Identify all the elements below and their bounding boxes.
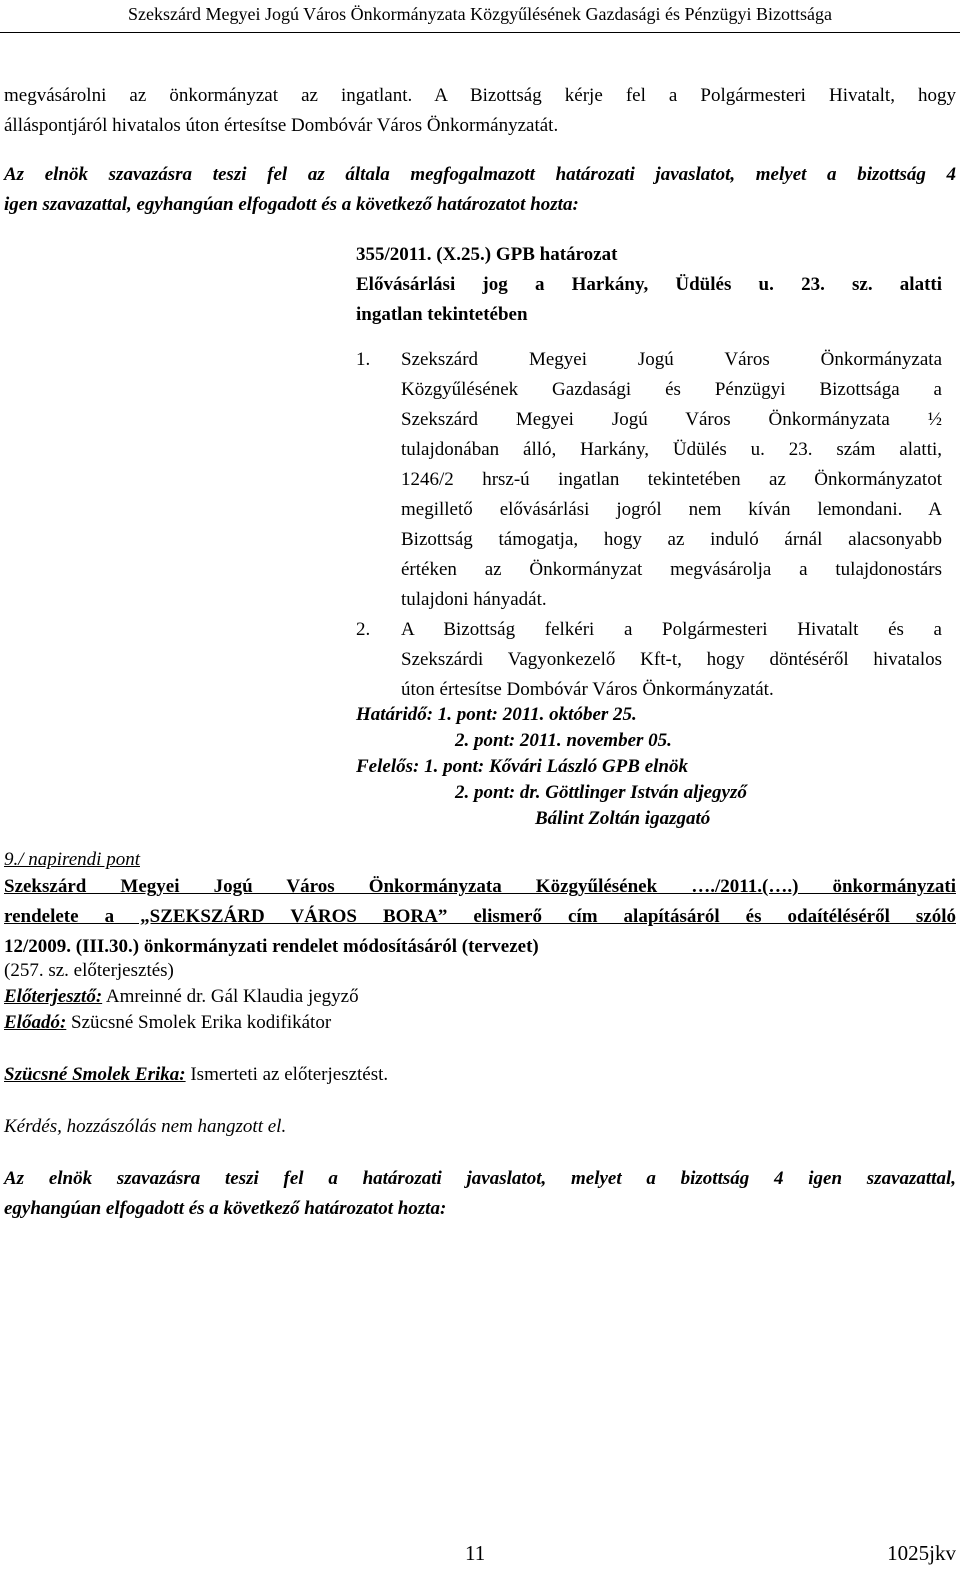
item-line: Bizottság támogatja, hogy az induló árnál alacsonyabb (401, 529, 942, 550)
intro-line: megvásárolni az önkormányzat az ingatlant. A Bizottság kérje fel a Polgármesteri Hivatalt, hogy (4, 85, 956, 106)
intro-line: álláspontjáról hivatalos úton értesítse Dombóvár Város Önkormányzatát. (4, 115, 559, 136)
vote-line: Az elnök szavazásra teszi fel a határozati javaslatot, melyet a bizottság 4 igen szavazattal, (4, 1168, 956, 1189)
page-number: 11 (465, 1541, 486, 1565)
responsible-line: 2. pont: dr. Göttlinger István aljegyző (455, 782, 747, 803)
agenda-title (4, 872, 956, 962)
vote-line: egyhangúan elfogadott és a következő határozatot hozta: (4, 1198, 447, 1219)
resolution-heading (356, 240, 942, 330)
resolution-title-line: ingatlan tekintetében (356, 304, 528, 325)
responsible-line: Felelős: 1. pont: Kővári László GPB elnök (356, 756, 688, 777)
header-rule (0, 32, 960, 33)
item-line: úton értesítse Dombóvár Város Önkormányzatát. (401, 679, 774, 700)
resolution-items (356, 345, 942, 705)
vote-line: igen szavazattal, egyhangúan elfogadott és a következő határozatot hozta: (4, 194, 579, 215)
deadline-line: Határidő: 1. pont: 2011. október 25. (356, 704, 637, 725)
no-questions-note: Kérdés, hozzászólás nem hangzott el. (4, 1116, 287, 1137)
item-line: 1246/2 hrsz-ú ingatlan tekintetében az Önkormányzatot (401, 469, 942, 490)
document-code: 1025jkv (887, 1541, 956, 1565)
item-line: tulajdoni hányadát. (401, 589, 547, 610)
responsible-line: Bálint Zoltán igazgató (535, 808, 711, 829)
item-line: Szekszárd Megyei Jogú Város Önkormányzata ½ (401, 409, 942, 430)
proposal-number: (257. sz. előterjesztés) (4, 960, 174, 981)
resolution-item (356, 345, 942, 615)
discussion-speaker: Szücsné Smolek Erika: (4, 1064, 186, 1085)
speaker-label: Előadó: (4, 1012, 67, 1033)
item-line: Szekszárd Megyei Jogú Város Önkormányzata (401, 349, 942, 370)
resolution-item (356, 615, 942, 705)
resolution-number: 355/2011. (X.25.) GPB határozat (356, 244, 618, 265)
vote-paragraph (4, 1164, 956, 1224)
resolution-title-line: Elővásárlási jog a Harkány, Üdülés u. 23. sz. alatti (356, 274, 942, 295)
discussion-line (4, 1060, 388, 1090)
vote-line: Az elnök szavazásra teszi fel az általa megfogalmazott határozati javaslatot, melyet a bizottság 4 (4, 164, 956, 185)
item-number: 1. (356, 349, 371, 370)
speaker-line (4, 1008, 331, 1038)
vote-paragraph (4, 160, 956, 220)
item-line: megillető elővásárlási jogról nem kíván lemondani. A (401, 499, 942, 520)
deadline-line: 2. pont: 2011. november 05. (455, 730, 672, 751)
agenda-label: 9./ napirendi pont (4, 849, 140, 870)
intro-paragraph (4, 81, 956, 141)
discussion-text: Ismerteti az előterjesztést. (185, 1064, 389, 1085)
speaker-value: Szücsné Smolek Erika kodifikátor (66, 1012, 332, 1033)
item-line: értéken az Önkormányzat megvásárolja a tulajdonostárs (401, 559, 942, 580)
agenda-title-line: rendelete a „SZEKSZÁRD VÁROS BORA” elismerő cím alapításáról és odaítéléséről szóló (4, 906, 956, 927)
presenter-label: Előterjesztő: (4, 986, 103, 1007)
item-line: tulajdonában álló, Harkány, Üdülés u. 23. szám alatti, (401, 439, 942, 460)
presenter-value: Amreinné dr. Gál Klaudia jegyző (102, 986, 359, 1007)
running-header: Szekszárd Megyei Jogú Város Önkormányzata Közgyűlésének Gazdasági és Pénzügyi Bizottsága (128, 4, 832, 24)
item-line: Közgyűlésének Gazdasági és Pénzügyi Bizottsága a (401, 379, 942, 400)
agenda-title-line: Szekszárd Megyei Jogú Város Önkormányzata Közgyűlésének …./2011.(….) önkormányzati (4, 876, 956, 897)
item-line: Szekszárdi Vagyonkezelő Kft-t, hogy döntéséről hivatalos (401, 649, 942, 670)
item-line: A Bizottság felkéri a Polgármesteri Hivatalt és a (401, 619, 942, 640)
item-number: 2. (356, 619, 371, 640)
agenda-title-line: 12/2009. (III.30.) önkormányzati rendelet módosításáról (tervezet) (4, 936, 539, 957)
